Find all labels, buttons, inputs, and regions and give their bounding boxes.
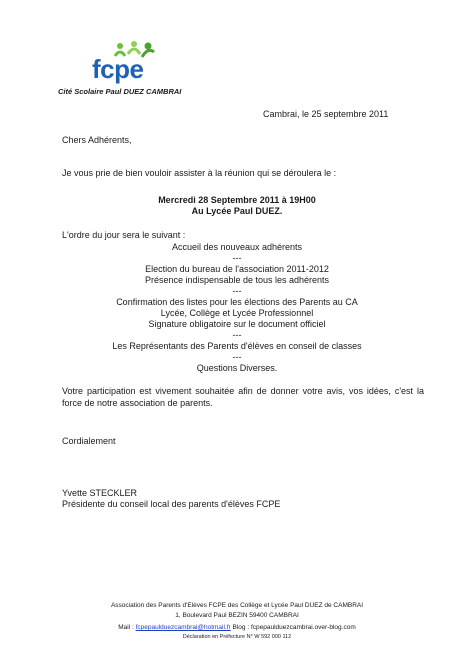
date-line: Cambrai, le 25 septembre 2011 [263,109,389,119]
school-name: Cité Scolaire Paul DUEZ CAMBRAI [58,87,182,96]
footer-mail-link[interactable]: fcpepaulduezcambrai@hotmail.fr [135,624,231,631]
agenda-item: Questions Diverses. [196,363,278,373]
footer-blog-label: Blog : [230,624,251,631]
signatory-title: Présidente du conseil local des parents d'élèves FCPE [62,499,281,509]
footer-mail-label: Mail : [118,624,136,631]
footer-declaration: Déclaration en Préfecture N° W 592 000 112 [182,634,292,640]
fcpe-logo [92,40,162,84]
agenda-separator: --- [232,352,242,362]
agenda-item: Lycée, Collège et Lycée Professionnel [160,308,314,318]
agenda-item: Signature obligatoire sur le document officiel [148,319,326,329]
agenda-separator: --- [232,253,242,263]
meeting-date: Mercredi 28 Septembre 2011 à 19H00 [158,195,316,205]
agenda-item: Les Représentants des Parents d'élèves en conseil de classes [112,341,362,351]
logo-wordmark: fcpe [92,54,144,84]
closing-paragraph: Votre participation est vivement souhaitée afin de donner votre avis, vos idées, c'est la force de notre association de parents. [62,386,424,408]
agenda-item: Présence indispensable de tous les adhérents [144,275,330,285]
signatory-name: Yvette STECKLER [62,488,138,498]
footer-address: 1, Boulevard Paul BEZIN 59400 CAMBRAI [175,612,299,619]
footer-contact [0,624,474,631]
agenda-item: Confirmation des listes pour les élections des Parents au CA [116,297,358,307]
agenda-item: Election du bureau de l'association 2011-2012 [145,264,329,274]
agenda-separator: --- [232,330,242,340]
footer-association: Association des Parents d'Elèves FCPE des Collège et Lycée Paul DUEZ de CAMBRAI [110,602,364,609]
intro-text: Je vous prie de bien vouloir assister à la réunion qui se déroulera le : [62,168,337,178]
agenda-item: Accueil des nouveaux adhérents [171,242,303,252]
salutation: Chers Adhérents, [62,135,132,145]
agenda-separator: --- [232,286,242,296]
footer-blog-link[interactable]: fcpepaulduezcambrai.over-blog.com [250,624,356,631]
agenda-intro: L'ordre du jour sera le suivant : [62,230,186,240]
meeting-place: Au Lycée Paul DUEZ. [191,206,283,216]
closing: Cordialement [62,436,116,446]
